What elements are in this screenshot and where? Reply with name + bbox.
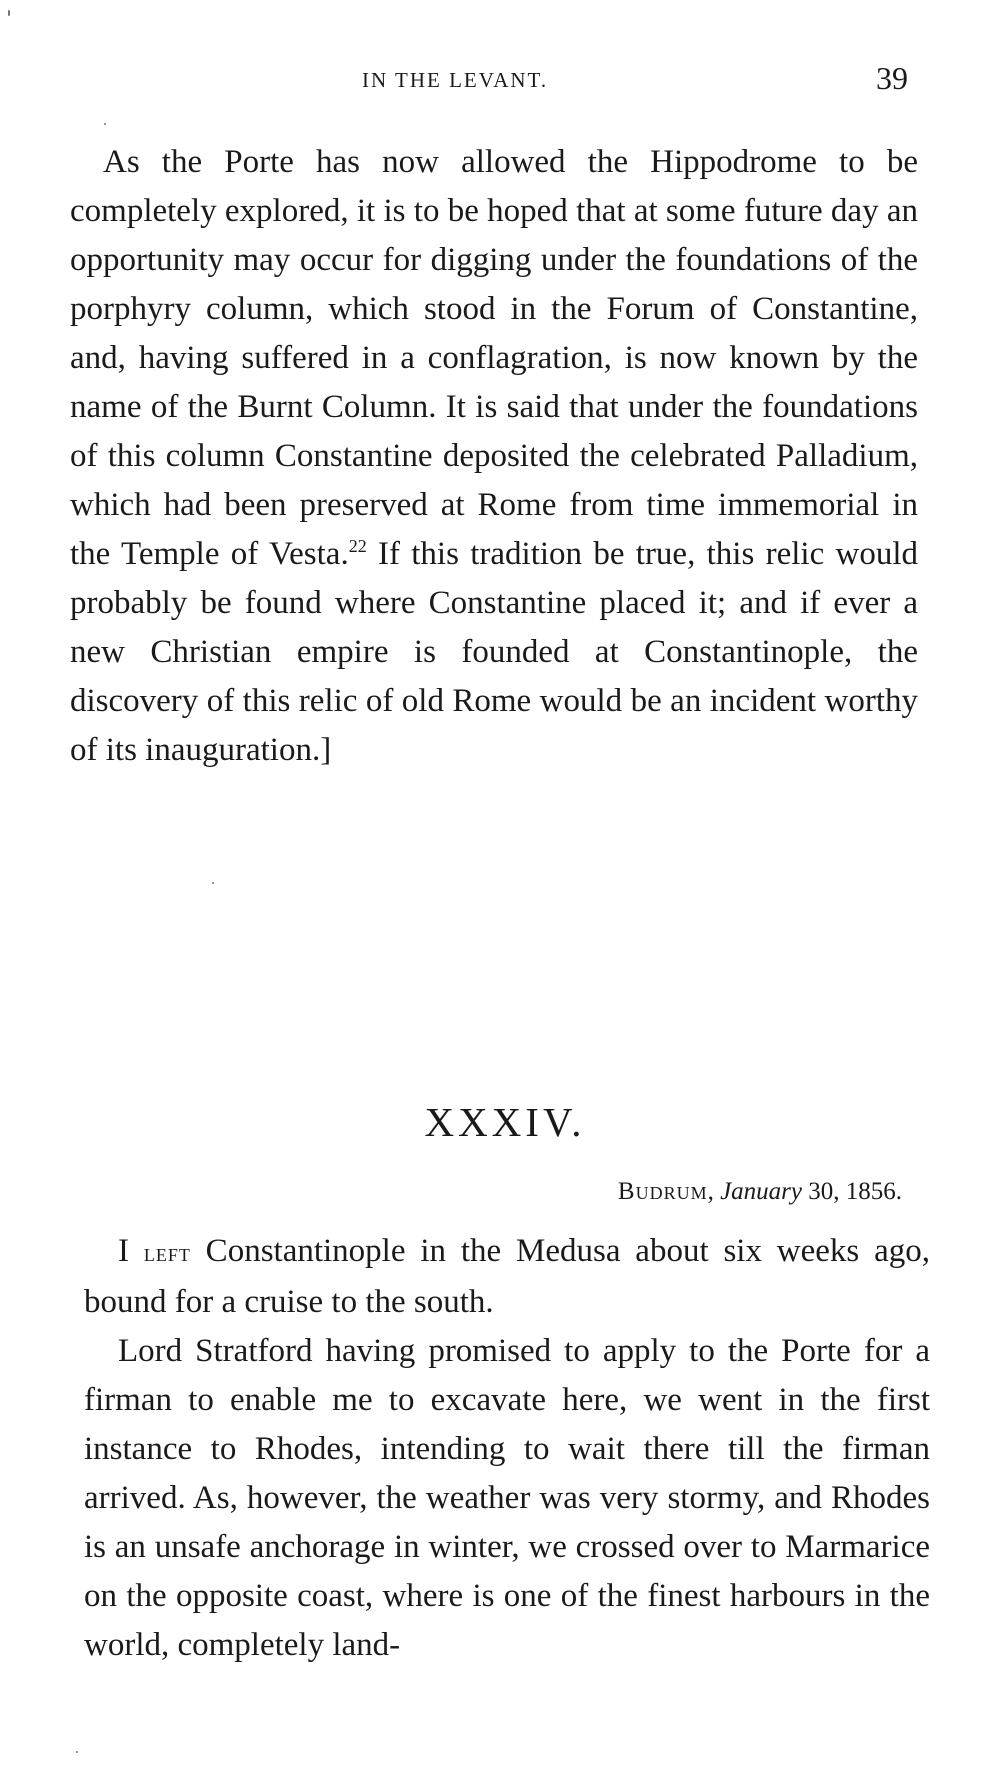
page-number: 39 xyxy=(876,60,908,96)
dateline-day-year: 30, 1856. xyxy=(802,1178,902,1205)
dateline: Budrum, January 30, 1856. xyxy=(617,1178,902,1205)
dateline-place: Budrum xyxy=(617,1178,708,1205)
running-title: IN THE LEVANT. xyxy=(362,68,549,92)
opening-letter: I xyxy=(118,1233,129,1269)
paper-speck xyxy=(8,10,10,16)
opening-word: left xyxy=(143,1240,191,1267)
continued-section xyxy=(70,138,918,775)
paper-speck xyxy=(104,123,106,125)
paper-speck xyxy=(76,1751,78,1753)
chapter-number: XXXIV. xyxy=(424,1099,586,1145)
dateline-month: January xyxy=(720,1178,802,1205)
body-paragraph xyxy=(84,1327,930,1670)
paragraph-text: Constantinople in the Medusa about six weeks ago, bound for a cruise to the south. xyxy=(84,1233,930,1320)
body-paragraph xyxy=(84,1227,930,1327)
paragraph-text-continued: If this tradition be true, this relic would probably be found where Constantine placed it; and if ever a new Christian empire is founded at Constantinople, the discovery of this relic of old Rome would be an incident worthy of its inauguration.] xyxy=(70,536,919,768)
paragraph-text: As the Porte has now allowed the Hippodrome to be completely explored, it is to be hoped that at some future day an opportunity may occur for digging under the foundations of the porphyry column, which stood in the Forum of Constantine, and, having suffered in a conflagration, is now known by the name of the Burnt Column. It is said that under the foundations of this column Constantine deposited the celebrated Palladium, which had been preserved at Rome from time immemorial in the Temple of Vesta. xyxy=(70,144,918,572)
letter-body xyxy=(84,1227,930,1670)
body-paragraph xyxy=(70,138,918,775)
footnote-reference: 22 xyxy=(348,536,367,556)
paragraph-text: Lord Stratford having promised to apply to the Porte for a firman to enable me to excavate here, we went in the first instance to Rhodes, intending to wait there till the firman arrived. As, however, the weather was very stormy, and Rhodes is an unsafe anchorage in winter, we crossed over to Marmarice on the opposite coast, where is one of the finest harbours in the world, completely land- xyxy=(84,1333,930,1663)
paper-speck xyxy=(212,882,214,884)
